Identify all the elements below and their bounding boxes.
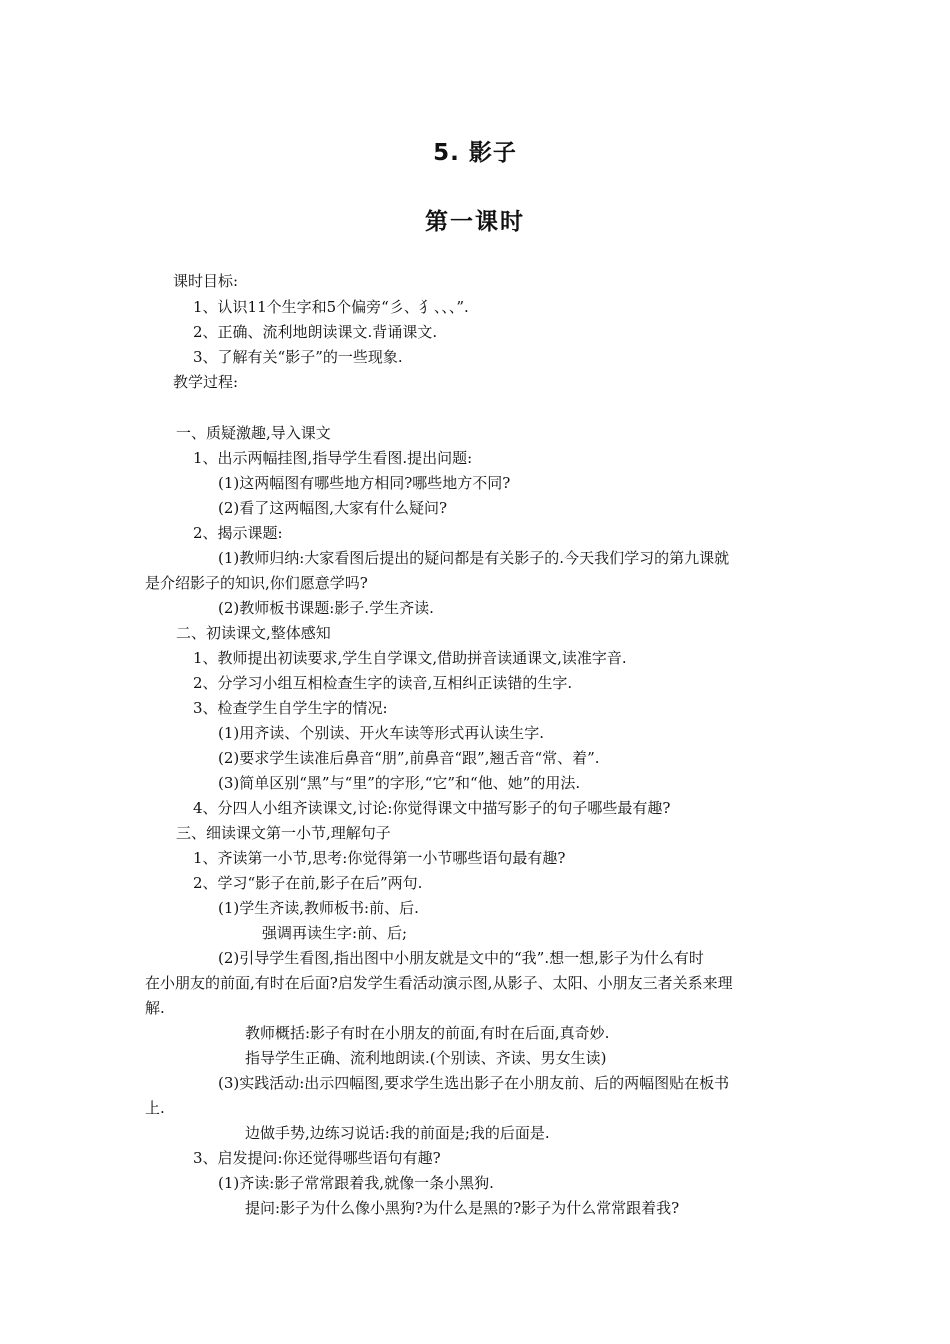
text-line: (2)教师板书课题:影子.学生齐读.: [218, 599, 434, 617]
text-line: 1、认识11个生字和5个偏旁“彡、犭、、、”.: [193, 298, 469, 316]
text-line: 一、质疑激趣,导入课文: [176, 424, 331, 442]
text-line: 边做手势,边练习说话:我的前面是;我的后面是.: [245, 1124, 550, 1142]
text-line: (1)齐读:影子常常跟着我,就像一条小黑狗.: [218, 1174, 494, 1192]
text-line: 二、初读课文,整体感知: [176, 624, 331, 642]
text-line: 提问:影子为什么像小黑狗?为什么是黑的?影子为什么常常跟着我?: [245, 1199, 680, 1217]
text-line: 是介绍影子的知识,你们愿意学吗?: [145, 574, 368, 592]
text-line: 指导学生正确、流利地朗读.(个别读、齐读、男女生读): [245, 1049, 607, 1067]
text-line: 1、出示两幅挂图,指导学生看图.提出问题:: [193, 449, 473, 467]
text-line: 三、细读课文第一小节,理解句子: [176, 824, 391, 842]
lesson-period-title: 第一课时: [425, 209, 525, 235]
text-line: 3、检查学生自学生字的情况:: [193, 699, 388, 717]
text-line: (1)这两幅图有哪些地方相同?哪些地方不同?: [218, 474, 511, 492]
text-line: (1)教师归纳:大家看图后提出的疑问都是有关影子的.今天我们学习的第九课就: [218, 549, 730, 567]
text-line: (1)学生齐读,教师板书:前、后.: [218, 899, 419, 917]
text-line: 2、正确、流利地朗读课文.背诵课文.: [193, 323, 438, 341]
lesson-title: 5. 影子: [433, 140, 517, 166]
text-line: (2)要求学生读准后鼻音“朋”,前鼻音“跟”,翘舌音“常、着”.: [218, 749, 600, 767]
text-line: 在小朋友的前面,有时在后面?启发学生看活动演示图,从影子、太阳、小朋友三者关系来理: [145, 974, 733, 992]
text-line: 强调再读生字:前、后;: [262, 924, 408, 942]
text-line: 2、分学习小组互相检查生字的读音,互相纠正读错的生字.: [193, 674, 573, 692]
text-line: 解.: [145, 999, 165, 1017]
text-line: 3、了解有关“影子”的一些现象.: [193, 348, 403, 366]
text-line: (2)引导学生看图,指出图中小朋友就是文中的“我”.想一想,影子为什么有时: [218, 949, 704, 967]
text-line: (1)用齐读、个别读、开火车读等形式再认读生字.: [218, 724, 545, 742]
text-line: (3)简单区别“黑”与“里”的字形,“它”和“他、她”的用法.: [218, 774, 581, 792]
text-line: 教师概括:影子有时在小朋友的前面,有时在后面,真奇妙.: [245, 1024, 610, 1042]
text-line: 1、教师提出初读要求,学生自学课文,借助拼音读通课文,读准字音.: [193, 649, 627, 667]
text-line: 3、启发提问:你还觉得哪些语句有趣?: [193, 1149, 441, 1167]
text-line: 上.: [145, 1099, 165, 1117]
text-line: 课时目标:: [173, 272, 239, 290]
text-line: 2、揭示课题:: [193, 524, 283, 542]
text-line: 2、学习“影子在前,影子在后”两句.: [193, 874, 423, 892]
text-line: 4、分四人小组齐读课文,讨论:你觉得课文中描写影子的句子哪些最有趣?: [193, 799, 671, 817]
text-line: (2)看了这两幅图,大家有什么疑问?: [218, 499, 448, 517]
text-line: 1、齐读第一小节,思考:你觉得第一小节哪些语句最有趣?: [193, 849, 566, 867]
text-line: 教学过程:: [173, 373, 239, 391]
text-line: (3)实践活动:出示四幅图,要求学生选出影子在小朋友前、后的两幅图贴在板书: [218, 1074, 730, 1092]
